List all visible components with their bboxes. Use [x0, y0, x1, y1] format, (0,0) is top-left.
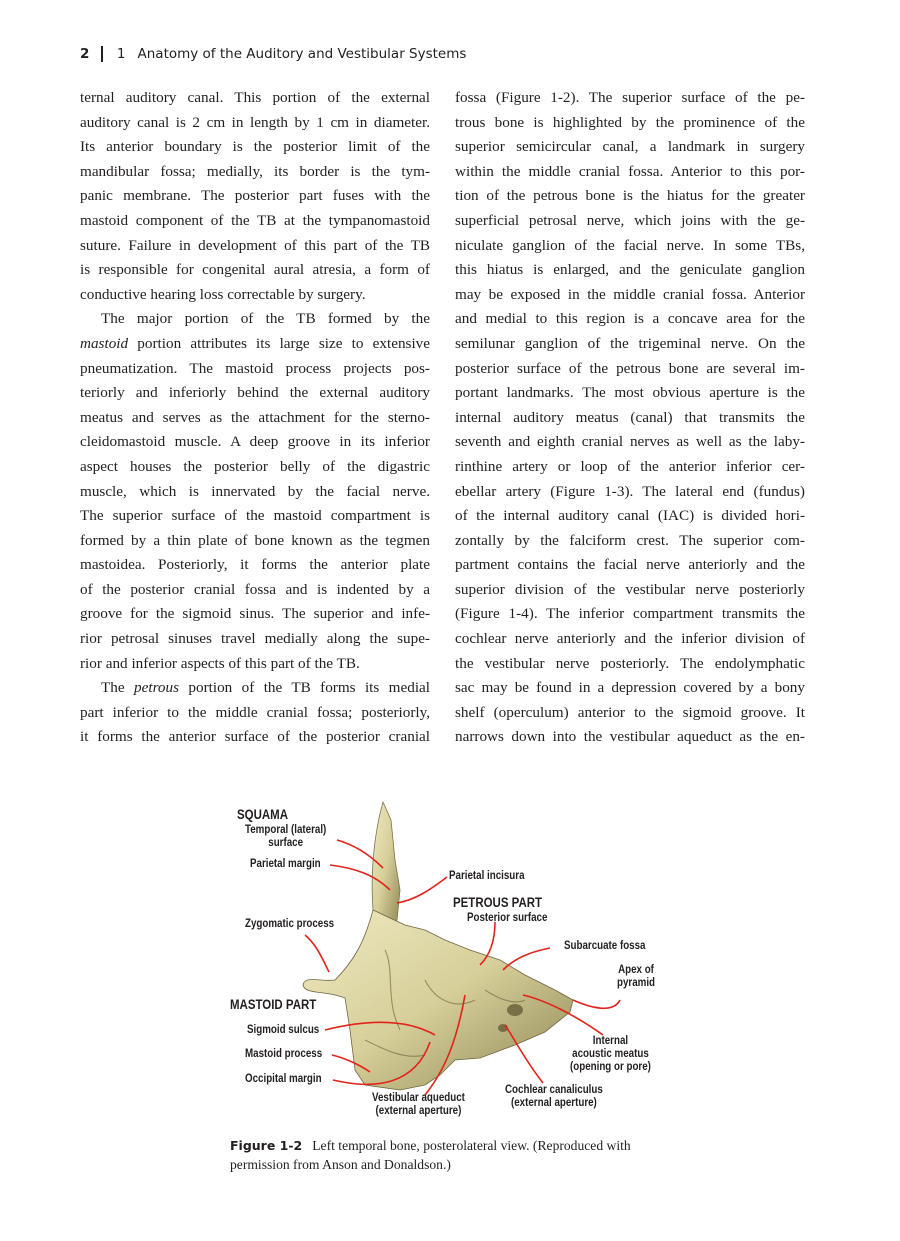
- text-line: posterior surface of the petrous bone are several im-: [455, 359, 805, 377]
- text-line: shelf (operculum) anterior to the sigmoid groove. It: [455, 703, 805, 721]
- label-zygomatic-process: Zygomatic process: [245, 918, 335, 930]
- label-mastoid-part: MASTOID PART: [230, 997, 317, 1012]
- text-line: niculate ganglion of the facial nerve. In some TBs,: [455, 236, 805, 254]
- label-line: Internal: [592, 1035, 629, 1047]
- text-line: tion of the petrous bone is the hiatus for the greater: [455, 187, 805, 205]
- running-header: [80, 46, 466, 62]
- text-line: within the middle cranial fossa. Anterior to this por-: [455, 162, 805, 180]
- leader-zygomatic-process: [305, 935, 329, 972]
- text-line: of the posterior cranial fossa and is indented by a: [80, 580, 430, 598]
- text-line: it forms the anterior surface of the posterior cranial: [80, 728, 430, 746]
- text-line: panic membrane. The posterior part fuses with the: [80, 187, 430, 205]
- internal-meatus-opening: [507, 1004, 523, 1016]
- label-cochlear-canaliculus: [505, 1084, 603, 1110]
- text-fragment: The: [101, 679, 125, 697]
- text-line: and medial to this region is a concave area for the: [455, 310, 805, 328]
- text-line: superior division of the vestibular nerve posteriorly: [455, 580, 805, 598]
- text-line: narrows down into the vestibular aqueduct as the en-: [455, 728, 805, 746]
- text-line: suture. Failure in development of this part of the TB: [80, 236, 430, 254]
- text-line: cleidomastoid muscle. A deep groove in its inferior: [80, 433, 430, 451]
- label-line: acoustic meatus: [572, 1048, 649, 1060]
- text-line: may be exposed in the middle cranial fossa. Anterior: [455, 285, 805, 303]
- label-line: Temporal (lateral): [245, 824, 327, 836]
- label-sigmoid-sulcus: Sigmoid sulcus: [247, 1024, 320, 1036]
- mastoid-petrous-shape: [303, 910, 573, 1090]
- label-line: (external aperture): [375, 1105, 462, 1117]
- label-line: surface: [268, 837, 304, 849]
- text-line: meatus and serves as the attachment for the sterno-: [80, 408, 430, 426]
- text-line: internal auditory meatus (canal) that transmits the: [455, 408, 805, 426]
- text-line: part inferior to the middle cranial fossa; posteriorly,: [80, 703, 430, 721]
- text-line: superior semicircular canal, a landmark in surgery: [455, 138, 805, 156]
- text-line: zontally by the falciform crest. The superior com-: [455, 531, 805, 549]
- text-line: ternal auditory canal. This portion of the external: [80, 89, 430, 106]
- text-line: Its anterior boundary is the posterior limit of the: [80, 138, 430, 156]
- text-line: pneumatization. The mastoid process projects pos-: [80, 359, 430, 377]
- italic-term-mastoid: mastoid: [80, 334, 129, 352]
- text-line: formed by a thin plate of bone known as the tegmen: [80, 531, 430, 549]
- text-line: trous bone is highlighted by the prominence of the: [455, 113, 805, 131]
- figure-number: Figure 1-2: [230, 1138, 303, 1153]
- label-squama: SQUAMA: [237, 807, 288, 822]
- label-line: pyramid: [617, 977, 656, 989]
- label-mastoid-process: Mastoid process: [245, 1048, 323, 1060]
- label-line: Cochlear canaliculus: [505, 1084, 603, 1096]
- text-line: [80, 332, 430, 357]
- text-line: The major portion of the TB formed by the: [101, 310, 430, 328]
- text-line: conductive hearing loss correctable by surgery.: [80, 285, 366, 303]
- header-divider: [101, 46, 103, 62]
- label-parietal-margin: Parietal margin: [250, 858, 321, 870]
- text-line: The superior surface of the mastoid compartment is: [80, 507, 430, 525]
- chapter-number: 1: [116, 46, 126, 62]
- page-number: 2: [80, 46, 90, 62]
- text-line: [80, 676, 430, 701]
- label-internal-acoustic-meatus: [570, 1035, 651, 1074]
- chapter-title: Anatomy of the Auditory and Vestibular Systems: [137, 46, 467, 62]
- text-line: teriorly and inferiorly behind the external auditory: [80, 384, 430, 402]
- text-line: mandibular fossa; medially, its border is the tym-: [80, 162, 430, 180]
- leader-apex: [573, 1000, 620, 1008]
- text-line: of the internal auditory canal (IAC) is divided hori-: [455, 507, 805, 525]
- text-line: rior and inferior aspects of this part of the TB.: [80, 654, 360, 672]
- label-parietal-incisura: Parietal incisura: [449, 870, 525, 882]
- text-line: aspect houses the posterior belly of the digastric: [80, 457, 430, 475]
- text-fragment: portion of the TB forms its medial: [188, 679, 431, 697]
- text-line: (Figure 1-4). The inferior compartment transmits the: [455, 605, 805, 623]
- text-line: is responsible for congenital aural atresia, a form of: [80, 261, 430, 279]
- label-subarcuate-fossa: Subarcuate fossa: [564, 940, 646, 952]
- text-line: fossa (Figure 1-2). The superior surface of the pe-: [455, 89, 805, 106]
- text-line: muscle, which is innervated by the facial nerve.: [80, 482, 430, 500]
- label-line: (external aperture): [510, 1097, 597, 1109]
- label-line: Apex of: [618, 964, 654, 976]
- text-line: sac may be found in a depression covered by a bony: [455, 679, 805, 697]
- text-line: cochlear nerve anteriorly and the inferior division of: [455, 630, 805, 648]
- text-line: mastoid component of the TB at the tympanomastoid: [80, 211, 430, 229]
- figure-caption: [230, 1136, 655, 1174]
- italic-term-petrous: petrous: [134, 679, 180, 697]
- squama-shape: [372, 802, 400, 930]
- text-line: seventh and eighth cranial nerves as well as the laby-: [455, 433, 805, 451]
- right-text-column: [455, 86, 805, 750]
- text-line: this hiatus is enlarged, and the geniculate ganglion: [455, 261, 805, 279]
- text-line: the vestibular nerve posteriorly. The endolymphatic: [455, 654, 805, 672]
- text-line: ebellar artery (Figure 1-3). The lateral end (fundus): [455, 482, 805, 500]
- label-petrous-part: PETROUS PART: [453, 895, 543, 910]
- label-posterior-surface: Posterior surface: [467, 912, 548, 924]
- label-apex-of-pyramid: [617, 964, 655, 990]
- figure-temporal-bone: [225, 800, 675, 1120]
- text-line: semilunar ganglion of the trigeminal nerve. On the: [455, 334, 805, 352]
- text-line: rinthine artery or loop of the anterior inferior cer-: [455, 457, 805, 475]
- label-line: Vestibular aqueduct: [372, 1092, 465, 1104]
- left-text-column: [80, 86, 430, 750]
- text-line: partment contains the facial nerve anteriorly and the: [455, 556, 805, 574]
- leader-parietal-incisura: [397, 877, 447, 903]
- label-occipital-margin: Occipital margin: [245, 1073, 322, 1085]
- label-vestibular-aqueduct: [372, 1092, 465, 1118]
- label-line: (opening or pore): [570, 1061, 651, 1073]
- text-line: portant landmarks. The most obvious aperture is the: [455, 384, 805, 402]
- text-line: superficial petrosal nerve, which joins with the ge-: [455, 211, 805, 229]
- caption-text: Left temporal bone, posterolateral view. (Reproduced with permission from Anson and Donaldson.): [230, 1138, 631, 1172]
- label-temporal-surface: [245, 824, 326, 850]
- text-fragment: portion attributes its large size to extensive: [137, 334, 431, 352]
- text-line: groove for the sigmoid sinus. The superior and infe-: [80, 605, 430, 623]
- text-line: mastoidea. Posteriorly, it forms the anterior plate: [80, 556, 430, 574]
- text-line: rior petrosal sinuses travel medially along the supe-: [80, 630, 430, 648]
- text-line: auditory canal is 2 cm in length by 1 cm in diameter.: [80, 113, 430, 131]
